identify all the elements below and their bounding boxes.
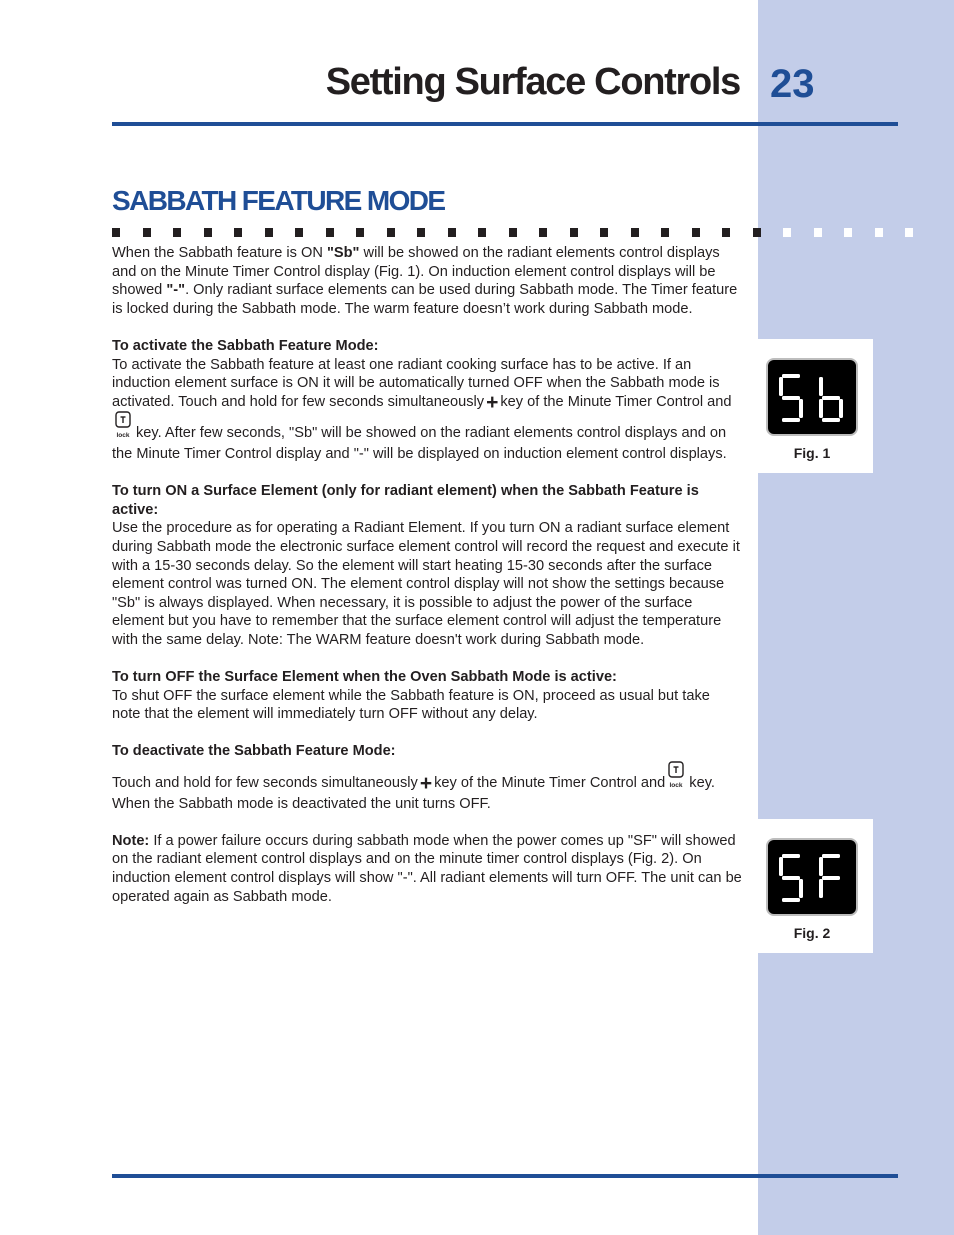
display-segment xyxy=(779,857,783,876)
divider-dot xyxy=(295,228,303,237)
divider-dot xyxy=(265,228,273,237)
turn-on-paragraph: Use the procedure as for operating a Radiant Element. If you turn ON a radiant surface element during Sabbath mode the electronic surface element control will record the request and execute it with a 15-30 seconds delay. So the element will start heating 15-30 seconds after the surface element control was turned ON. The element control display will not show the settings because "Sb" is always displayed. When necessary, it is possible to adjust the power of the surface element but you have to remember that the surface element control will adjust the temperature with the same delay. Note: The WARM feature doesn't work during Sabbath mode. xyxy=(112,520,740,648)
display-segment xyxy=(822,418,840,422)
deactivate-heading: To deactivate the Sabbath Feature Mode: xyxy=(112,743,396,760)
main-content xyxy=(112,244,742,906)
divider-dot xyxy=(356,228,364,237)
note-paragraph: Note: If a power failure occurs during sabbath mode when the power comes up "SF" will showed on the radiant element control displays and on the minute timer control displays (Fig. 2). On induction element control displays will show "-". All radiant elements will turn OFF. The unit can be operated again as Sabbath mode. xyxy=(112,832,742,905)
plus-icon: + xyxy=(486,390,499,414)
turn-off-heading: To turn OFF the Surface Element when the Oven Sabbath Mode is active: xyxy=(112,669,617,686)
dotted-divider xyxy=(0,228,954,238)
divider-dot xyxy=(661,228,669,237)
display-segment xyxy=(782,396,800,400)
lock-key-label: lock xyxy=(116,432,130,440)
divider-dot xyxy=(844,228,852,237)
divider-dot xyxy=(326,228,334,237)
display-segment xyxy=(799,879,803,898)
divider-dot xyxy=(783,228,791,237)
divider-dot xyxy=(631,228,639,237)
display-segment xyxy=(822,396,840,400)
header-rule xyxy=(112,122,898,126)
footer-rule xyxy=(112,1174,898,1178)
display-segment xyxy=(782,374,800,378)
page-number: 23 xyxy=(770,62,815,106)
divider-dot xyxy=(905,228,913,237)
figure-1 xyxy=(758,339,873,473)
figure-2 xyxy=(758,819,873,953)
divider-dot xyxy=(478,228,486,237)
turn-off-paragraph: To shut OFF the surface element while the Sabbath feature is ON, proceed as usual but take note that the element will immediately turn OFF without any delay. xyxy=(112,687,710,723)
display-segment xyxy=(782,898,800,902)
figure-1-caption: Fig. 1 xyxy=(793,445,831,461)
divider-dot xyxy=(509,228,517,237)
display-segment xyxy=(819,399,823,418)
divider-dot xyxy=(875,228,883,237)
divider-dot xyxy=(448,228,456,237)
display-segment xyxy=(822,854,840,858)
divider-dot xyxy=(600,228,608,237)
page-title: Setting Surface Controls xyxy=(325,61,740,103)
divider-dot xyxy=(204,228,212,237)
side-band xyxy=(758,0,954,1235)
plus-icon: + xyxy=(419,772,433,796)
divider-dot xyxy=(692,228,700,237)
divider-dot xyxy=(387,228,395,237)
lock-icon xyxy=(115,411,133,445)
divider-dot xyxy=(814,228,822,237)
display-segment xyxy=(782,854,800,858)
divider-dot xyxy=(173,228,181,237)
divider-dot xyxy=(753,228,761,237)
activate-paragraph: To activate the Sabbath feature at least one radiant cooking surface has to be active. If an induction element surface is ON it will be automatically turned OFF when the Sabbath mode is activated. Touch and hold for few seconds simultaneously+ key of the Minute Timer Control and lock key. After few seconds, "Sb" will be showed on the radiant elements control displays and on the Minute Timer Control display and "-" will be displayed on induction element control displays. xyxy=(112,356,732,462)
divider-dot xyxy=(234,228,242,237)
display-sb xyxy=(766,358,858,436)
figure-2-caption: Fig. 2 xyxy=(793,925,831,941)
display-segment xyxy=(779,377,783,396)
divider-dot xyxy=(570,228,578,237)
display-segment xyxy=(819,857,823,876)
intro-paragraph: When the Sabbath feature is ON "Sb" will be showed on the radiant elements control displays and on the Minute Timer Control display (Fig. 1). On induction element control displays will be showed "-". Only radiant surface elements can be used during Sabbath mode. The Timer feature is locked during the Sabbath mode. The warm feature doesn’t work during Sabbath mode. xyxy=(112,245,738,317)
divider-dot xyxy=(143,228,151,237)
section-title: SABBATH FEATURE MODE xyxy=(112,185,445,216)
display-segment xyxy=(782,418,800,422)
display-segment xyxy=(782,876,800,880)
display-segment xyxy=(819,377,823,396)
divider-dot xyxy=(539,228,547,237)
divider-dot xyxy=(417,228,425,237)
display-segment xyxy=(799,399,803,418)
display-segment xyxy=(822,876,840,880)
display-sf xyxy=(766,838,858,916)
divider-dot xyxy=(722,228,730,237)
display-segment xyxy=(819,879,823,898)
display-segment xyxy=(839,399,843,418)
divider-dot xyxy=(112,228,120,237)
activate-heading: To activate the Sabbath Feature Mode: xyxy=(112,337,379,354)
turn-on-heading: To turn ON a Surface Element (only for radiant element) when the Sabbath Feature is active: xyxy=(112,483,699,518)
lock-icon xyxy=(668,761,686,795)
deactivate-paragraph: Touch and hold for few seconds simultaneously+ key of the Minute Timer Control and lock key. When the Sabbath mode is deactivated the unit turns OFF. xyxy=(112,761,742,813)
lock-key-label: lock xyxy=(669,782,683,790)
